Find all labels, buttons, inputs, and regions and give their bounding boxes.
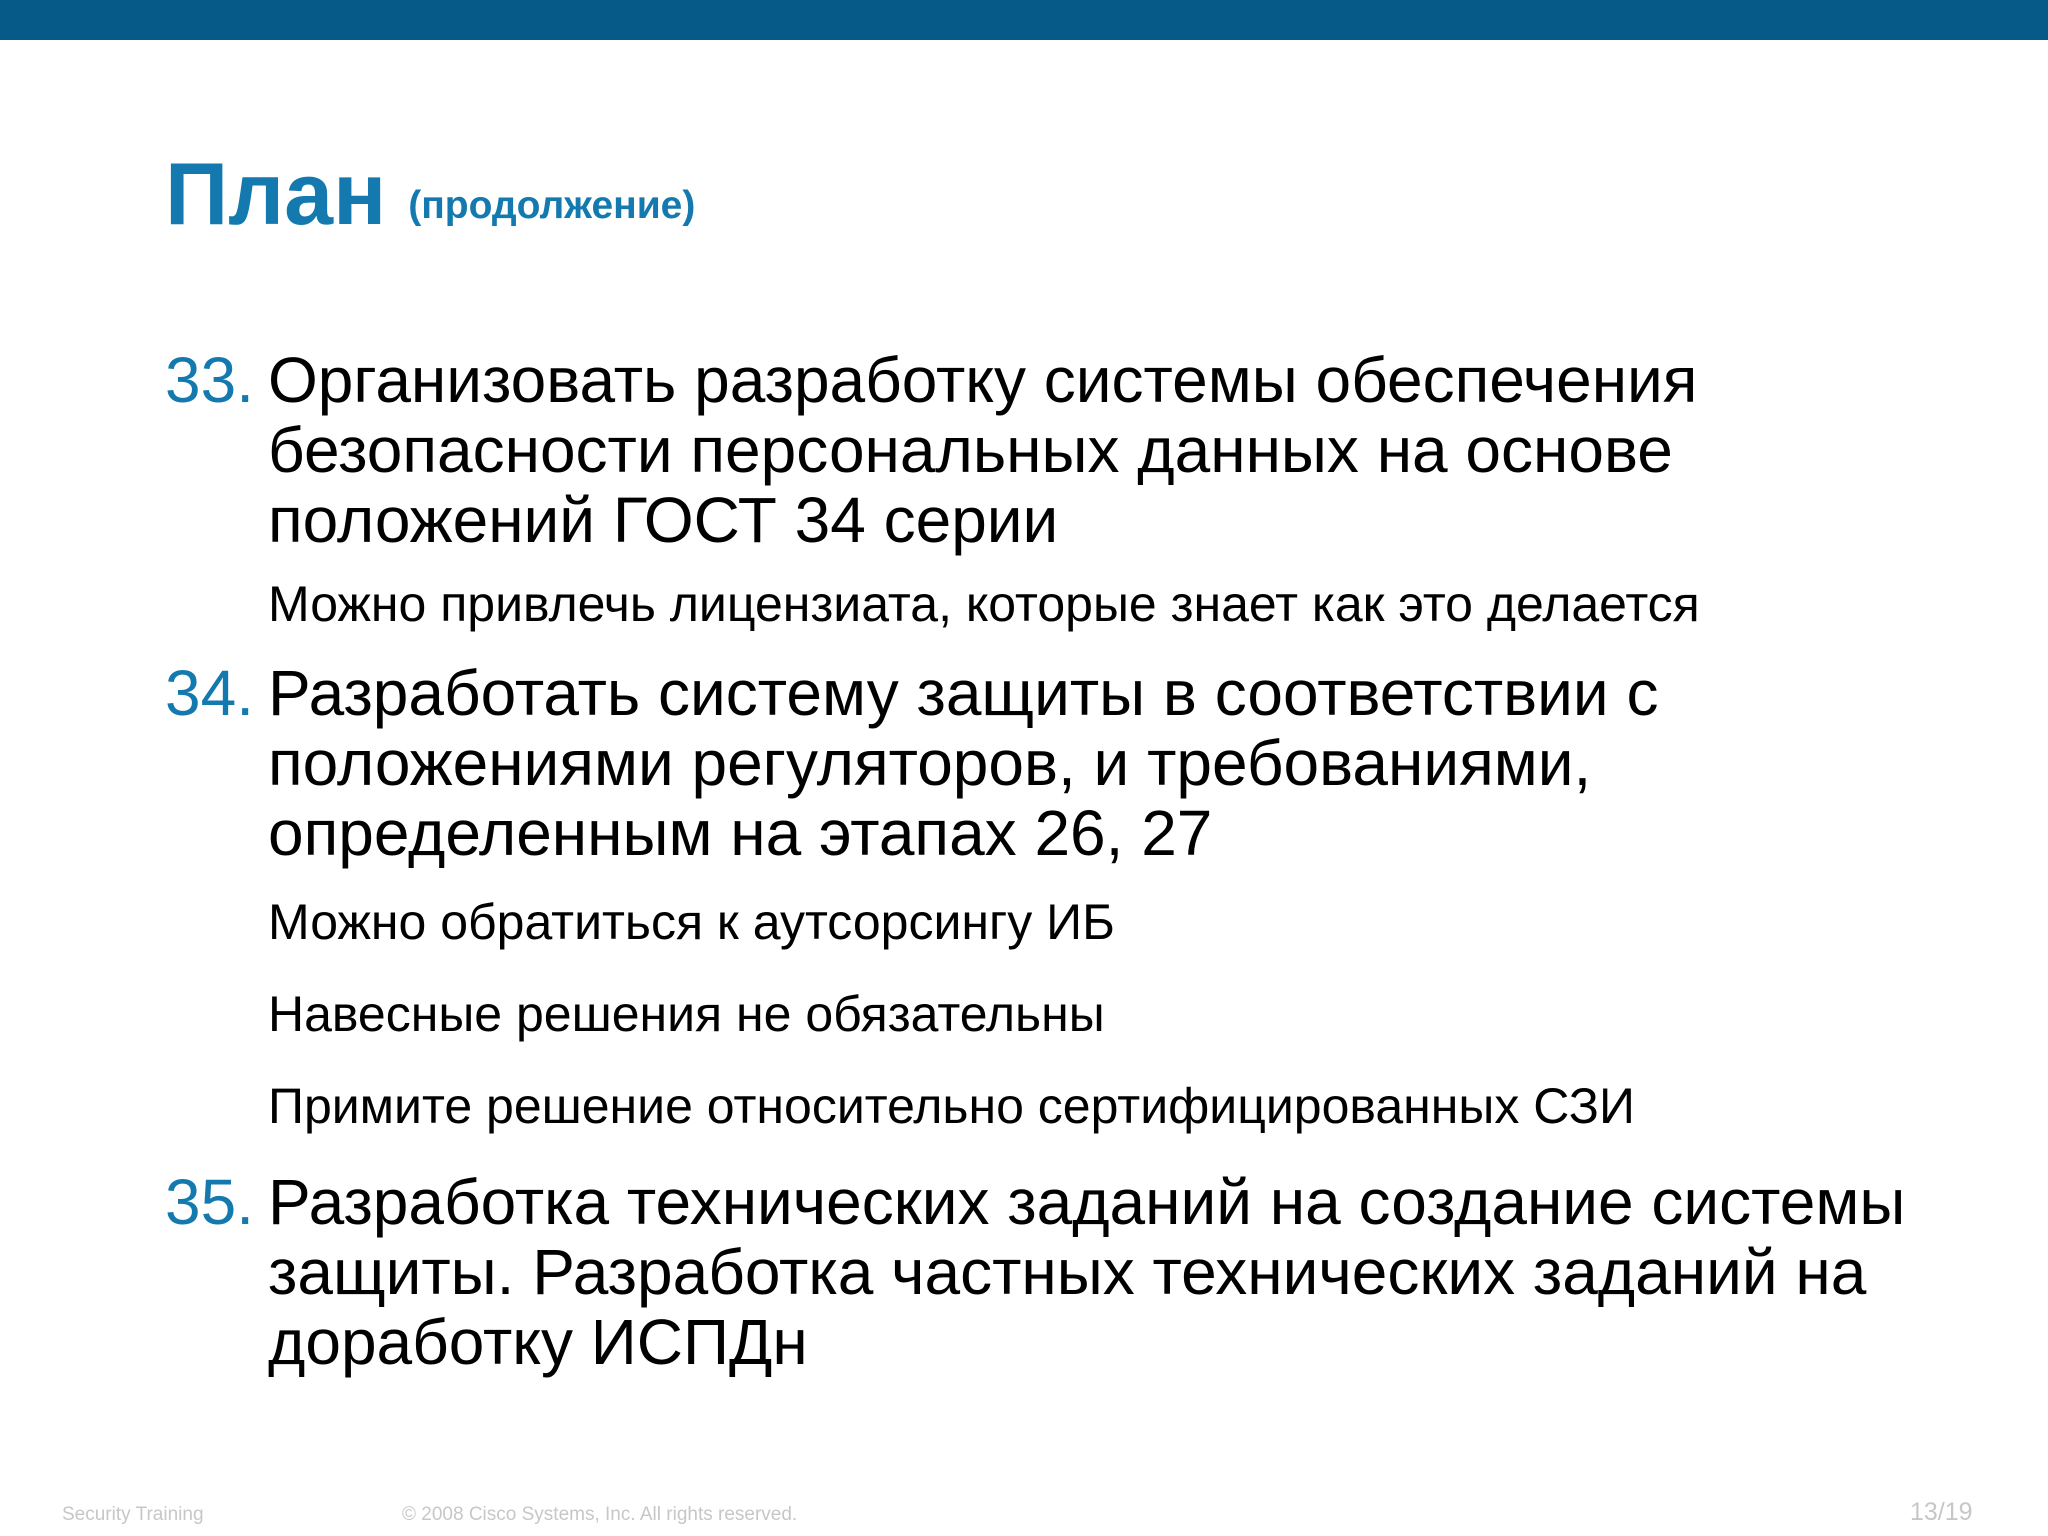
plan-item-35	[165, 1167, 2025, 1377]
item-note: Можно обратиться к аутсорсингу ИБ	[268, 894, 1115, 950]
item-number: 34.	[165, 657, 254, 729]
page-number: 13/19	[1910, 1498, 1973, 1526]
item-note: Навесные решения не обязательны	[268, 986, 1105, 1042]
item-note: Примите решение относительно сертифицированных СЗИ	[268, 1078, 1635, 1134]
item-text-line: положений ГОСТ 34 серии	[268, 484, 1059, 556]
footer-course-name: Security Training	[62, 1504, 204, 1525]
slide-title-subtitle: (продолжение)	[408, 184, 696, 228]
plan-item-heading	[165, 658, 2025, 868]
item-text	[268, 1167, 1905, 1377]
item-text	[268, 345, 1697, 555]
plan-item-heading	[165, 345, 2025, 555]
item-text-line: Разработать систему защиты в соответствии с	[268, 657, 1659, 729]
item-text-line: положениями регуляторов, и требованиями,	[268, 727, 1592, 799]
plan-item-heading	[165, 1167, 2025, 1377]
plan-item-34	[165, 658, 2025, 1135]
slide-body	[165, 345, 2025, 1377]
item-text-line: безопасности персональных данных на основе	[268, 414, 1673, 486]
item-number: 35.	[165, 1166, 254, 1238]
item-text	[268, 658, 1658, 868]
item-number: 33.	[165, 344, 254, 416]
top-banner-bar	[0, 0, 2048, 40]
item-text-line: определенным на этапах 26, 27	[268, 797, 1213, 869]
plan-item-33	[165, 345, 2025, 633]
item-text-line: доработку ИСПДн	[268, 1306, 808, 1378]
item-text-line: защиты. Разработка частных технических заданий на	[268, 1236, 1867, 1308]
slide-title	[165, 144, 696, 250]
item-text-line: Организовать разработку системы обеспечения	[268, 344, 1698, 416]
slide-title-main: План	[165, 144, 387, 243]
footer-copyright: © 2008 Cisco Systems, Inc. All rights reserved.	[402, 1504, 798, 1525]
item-note: Можно привлечь лицензиата, которые знает как это делается	[268, 576, 1700, 632]
item-text-line: Разработка технических заданий на создание системы	[268, 1166, 1906, 1238]
